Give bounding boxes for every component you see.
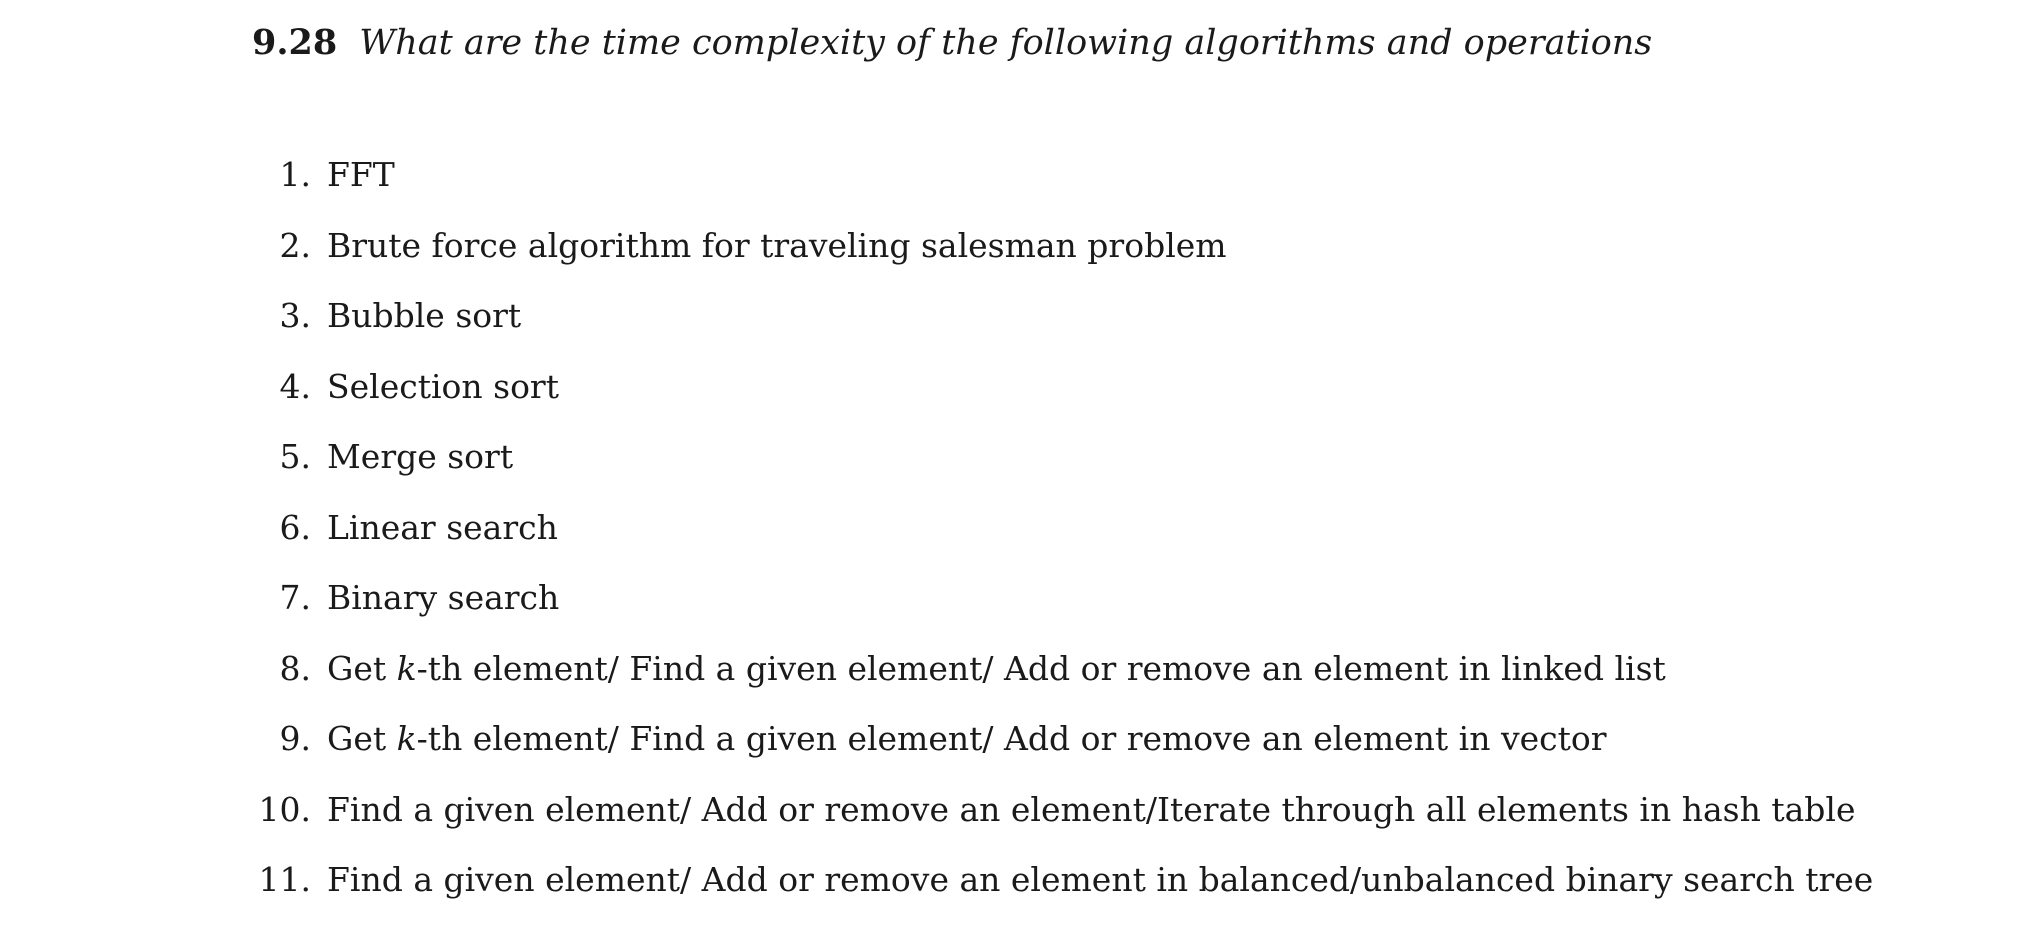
item-number: 10. <box>258 789 311 829</box>
item-text: Bubble sort <box>327 296 522 335</box>
item-number: 1. <box>279 155 311 194</box>
item-text: Find a given element/ Add or remove an element/Iterate through all elements in hash table <box>327 789 1856 829</box>
item-text: Binary search <box>327 578 560 617</box>
item-number: 7. <box>279 578 311 617</box>
item-text: Linear search <box>327 507 558 547</box>
item-text: FFT <box>327 155 395 194</box>
item-text: Selection sort <box>327 366 559 406</box>
item-number: 4. <box>279 366 311 406</box>
math-k: k <box>396 719 417 758</box>
item-number: 9. <box>279 719 311 758</box>
problem-question: What are the time complexity of the following algorithms and operations <box>359 23 1653 63</box>
problem-heading <box>252 18 1952 68</box>
item-number: 8. <box>279 648 311 688</box>
item-text: Get k-th element/ Find a given element/ Add or remove an element in vector <box>327 719 1607 758</box>
item-number: 3. <box>279 296 311 335</box>
problem-number: 9.28 <box>252 22 338 63</box>
item-text: Find a given element/ Add or remove an element in balanced/unbalanced binary search tree <box>327 860 1874 899</box>
item-number: 6. <box>279 507 311 547</box>
item-text: Merge sort <box>327 437 514 476</box>
item-number: 2. <box>279 225 311 265</box>
item-text: Get k-th element/ Find a given element/ Add or remove an element in linked list <box>327 648 1666 688</box>
item-number: 5. <box>279 437 311 476</box>
math-k: k <box>396 648 417 688</box>
item-number: 11. <box>258 860 311 899</box>
problem-block <box>252 18 1952 899</box>
item-text: Brute force algorithm for traveling salesman problem <box>327 225 1227 265</box>
